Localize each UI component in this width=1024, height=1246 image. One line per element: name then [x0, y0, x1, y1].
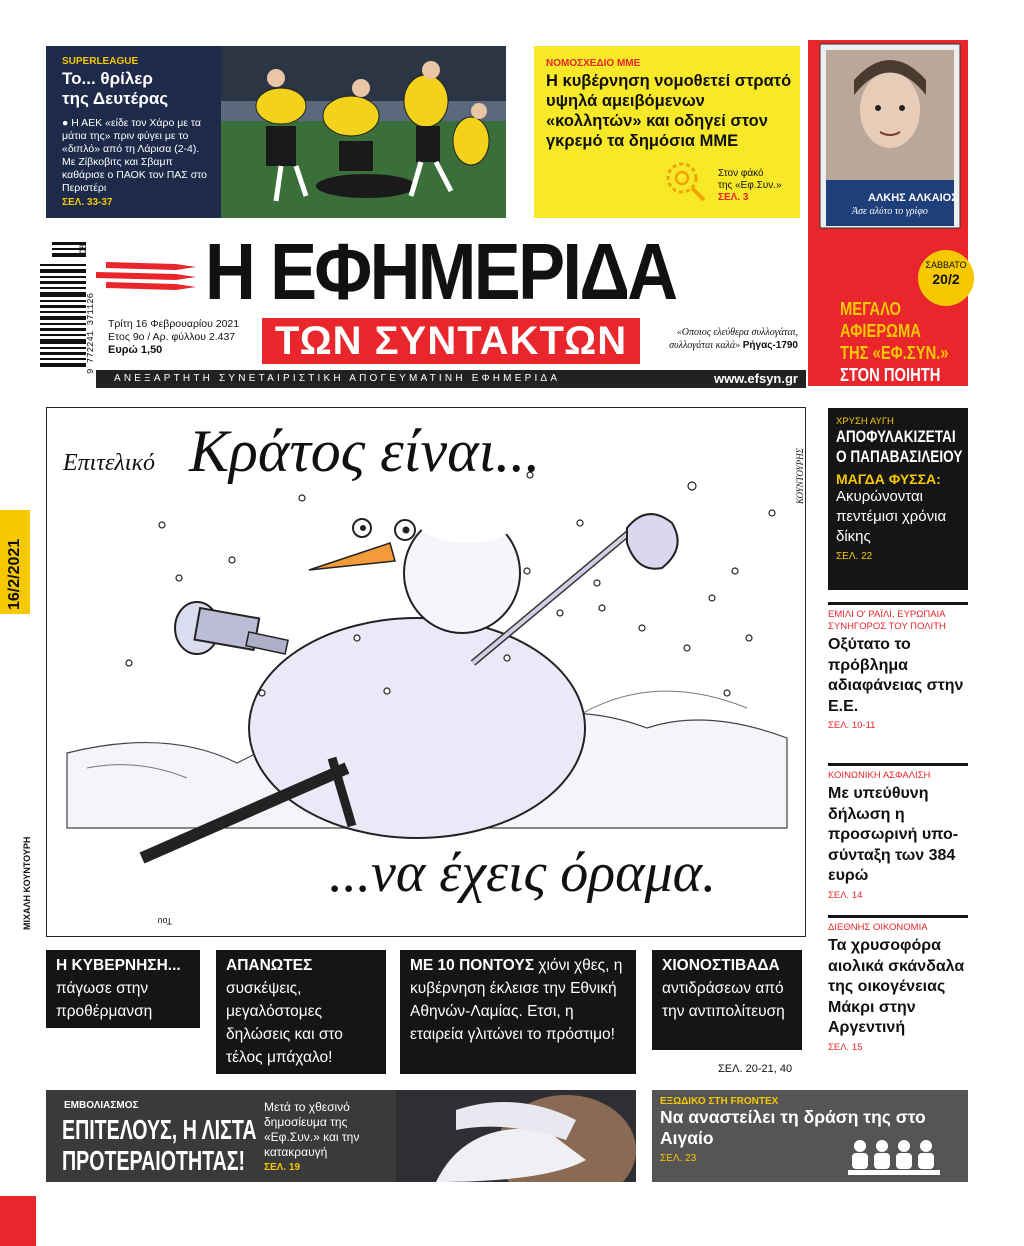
story-headline: Οξύτατο το πρόβλημα αδιαφάνειας στην Ε.Ε. [828, 636, 964, 715]
promo-side-note: Στον φάκό της «Εφ.Συν.» ΣΕΛ. 3 [718, 168, 782, 203]
football-photo [221, 46, 506, 218]
promo-media-bill[interactable] [534, 46, 800, 218]
cartoon-caption-prefix: Επιτελικό [63, 450, 155, 476]
cartoon-credit: Του ΜΙΧΑΛΗ ΚΟΥΝΤΟΥΡΗ [22, 836, 172, 930]
promo-headline: Το... θρίλερ της Δευτέρας [62, 69, 169, 108]
story-tag: ΕΞΩΔΙΚΟ ΣΤΗ FRONTEX [660, 1096, 779, 1107]
issue-date: Τρίτη 16 Φεβρουαρίου 2021 [108, 318, 240, 330]
story-ombudsman[interactable] [828, 602, 968, 731]
story-social-insurance[interactable] [828, 763, 968, 901]
promo-headline: Η κυβέρνηση νομοθετεί στρατό υψηλά αμειβόμενων «κολλητών» και οδηγεί στον γκρεμό τα δημόσια ΜΜΕ [546, 72, 792, 150]
issue-info [108, 318, 258, 370]
story-page-ref: ΣΕΛ. 10-11 [828, 720, 876, 731]
story-tag: ΕΜΒΟΛΙΑΣΜΟΣ [64, 1100, 139, 1111]
cartoon-note-meetings[interactable]: ΑΠΑΝΩΤΕΣ συσκέψεις, μεγαλόστομες δηλώσεις και στο τέλος μπάχαλο! [216, 950, 386, 1074]
cartoon-caption-bottom: ...να έχεις όραμα. [329, 842, 717, 904]
story-headline: ΑΠΟΦΥΛΑΚΙΖΕΤΑΙ Ο ΠΑΠΑΒΑΣΙΛΕΙΟΥ [836, 427, 963, 466]
story-body: Μετά το χθεσινό δημοσίευμα της «Εφ.Συν.» και την κατακραυγή [264, 1100, 360, 1159]
story-frontex[interactable] [652, 1090, 968, 1182]
date-tab: 16/2/2021 [0, 510, 30, 614]
newspaper-subtitle: ΤΩΝ ΣΥΝΤΑΚΤΩΝ [262, 318, 640, 364]
newspaper-title: Η ΕΦΗΜΕΡΙΔΑ [205, 227, 676, 316]
barcode-number: 9 772241 371126 [86, 292, 96, 374]
magnifier-icon [662, 158, 708, 204]
cartoon-note-highway[interactable]: ΜΕ 10 ΠΟΝΤΟΥΣ χιόνι χθες, η κυβέρνηση έκλεισε την Εθνική Αθηνών-Λαμίας. Ετσι, η εταιρεία γλιτώνει το πρόστιμο! [400, 950, 636, 1074]
barcode [36, 240, 86, 378]
story-headline: Τα χρυσοφόρα αιολικά σκάνδαλα της οικογένειας Μάκρι στην Αργεντινή [828, 937, 965, 1036]
story-page-ref: ΣΕΛ. 15 [828, 1041, 863, 1053]
cartoon-note-opposition[interactable]: ΧΙΟΝΟΣΤΙΒΑΔΑ αντιδράσεων από την αντιπολίτευση [652, 950, 802, 1050]
promo-tag: SUPERLEAGUE [62, 56, 139, 67]
vaccination-photo [396, 1090, 636, 1182]
story-page-ref: ΣΕΛ. 23 [660, 1153, 697, 1164]
issue-number: Ετος 9ο / Αρ. φύλλου 2.437 [108, 331, 236, 343]
promo-headline: ΜΕΓΑΛΟ ΑΦΙΕΡΩΜΑ ΤΗΣ «ΕΦ.ΣΥΝ.» ΣΤΟΝ ΠΟΙΗΤΗ ΑΛΚΗ ΑΛΚΑΙΟ [840, 299, 949, 407]
story-vaccination[interactable] [46, 1090, 636, 1182]
cartoon-page-ref: ΣΕΛ. 20-21, 40 [718, 1063, 793, 1075]
cartoon-caption-top: Κράτος είναι... [189, 418, 541, 484]
story-tag: ΧΡΥΣΗ ΑΥΓΗ [836, 416, 894, 427]
book-title: ΑΛΚΗΣ ΑΛΚΑΙΟΣ [868, 192, 958, 204]
cartoon-note-government[interactable]: Η ΚΥΒΕΡΝΗΣΗ... πάγωσε στην προθέρμανση [46, 950, 200, 1028]
promo-date-badge: ΣΑΒΒΑΤΟ 20/2 [918, 250, 974, 306]
cartoon-signature: ΚΟΥΝΤΟΥΡΗΣ [795, 448, 805, 504]
issue-price: Ευρώ 1,50 [108, 344, 163, 356]
cartoon [46, 407, 806, 937]
story-tag: ΔΙΕΘΝΗΣ ΟΙΚΟΝΟΜΙΑ [828, 922, 928, 933]
story-headline: Να αναστείλει τη δράση της στο Αιγαίο [660, 1107, 926, 1148]
promo-poet-tribute[interactable] [808, 40, 968, 407]
website-link[interactable]: www.efsyn.gr [713, 371, 798, 386]
story-body: Ακυρώνονται πεντέμισι χρόνια δίκης [836, 488, 947, 545]
story-page-ref: ΣΕΛ. 19 [264, 1162, 301, 1173]
corner-accent [0, 1196, 36, 1246]
promo-tag: ΝΟΜΟΣΧΕΔΙΟ ΜΜΕ [546, 58, 641, 69]
people-icon [848, 1136, 940, 1176]
story-golden-dawn[interactable] [828, 408, 968, 590]
promo-body: ● Η ΑΕΚ «είδε τον Χάρο με τα μάτια της» πριν φύγει με το «διπλό» από τη Λάρισα (2-4). Με Ζίβκοβιτς και Σβαμπ καθάρισε ο ΠΑΟΚ τον ΠΑΣ στο Περιστέρι [62, 117, 208, 194]
story-headline: ΕΠΙΤΕΛΟΥΣ, Η ΛΙΣΤΑ ΠΡΟΤΕΡΑΙΟΤΗΤΑΣ! [62, 1114, 257, 1176]
story-page-ref: ΣΕΛ. 14 [828, 889, 863, 901]
tagline: ΑΝΕΞΑΡΤΗΤΗ ΣΥΝΕΤΑΙΡΙΣΤΙΚΗ ΑΠΟΓΕΥΜΑΤΙΝΗ ΕΦΗΜΕΡΙΔΑ [114, 373, 561, 384]
story-tag: ΚΟΙΝΩΝΙΚΗ ΑΣΦΑΛΙΣΗ [828, 770, 931, 781]
masthead-tagline-bar [96, 370, 806, 388]
promo-superleague[interactable] [46, 46, 506, 218]
masthead-quote: «Οποιος ελεύθερα συλλογάται, συλλογάται καλά» Ρήγας-1790 [669, 327, 798, 351]
speed-arrows-logo [96, 254, 196, 294]
story-page-ref: ΣΕΛ. 22 [836, 551, 873, 562]
book-subtitle: Άσε αλύτο το γρίφο [852, 206, 928, 217]
barcode-code: 08 [78, 243, 88, 254]
promo-page-ref: ΣΕΛ. 33-37 [62, 197, 113, 208]
story-headline: Με υπεύθυνη δήλωση η προσωρινή υπο-σύνταξη των 384 ευρώ [828, 785, 959, 884]
story-tag: ΕΜΙΛΙ Ο' ΡΑΪΛΙ, ΕΥΡΩΠΑΙΑ ΣΥΝΗΓΟΡΟΣ ΤΟΥ ΠΟΛΙΤΗ [828, 609, 946, 632]
story-international-economy[interactable] [828, 915, 968, 1053]
story-subhead: ΜΑΓΔΑ ΦΥΣΣΑ: [836, 471, 941, 487]
